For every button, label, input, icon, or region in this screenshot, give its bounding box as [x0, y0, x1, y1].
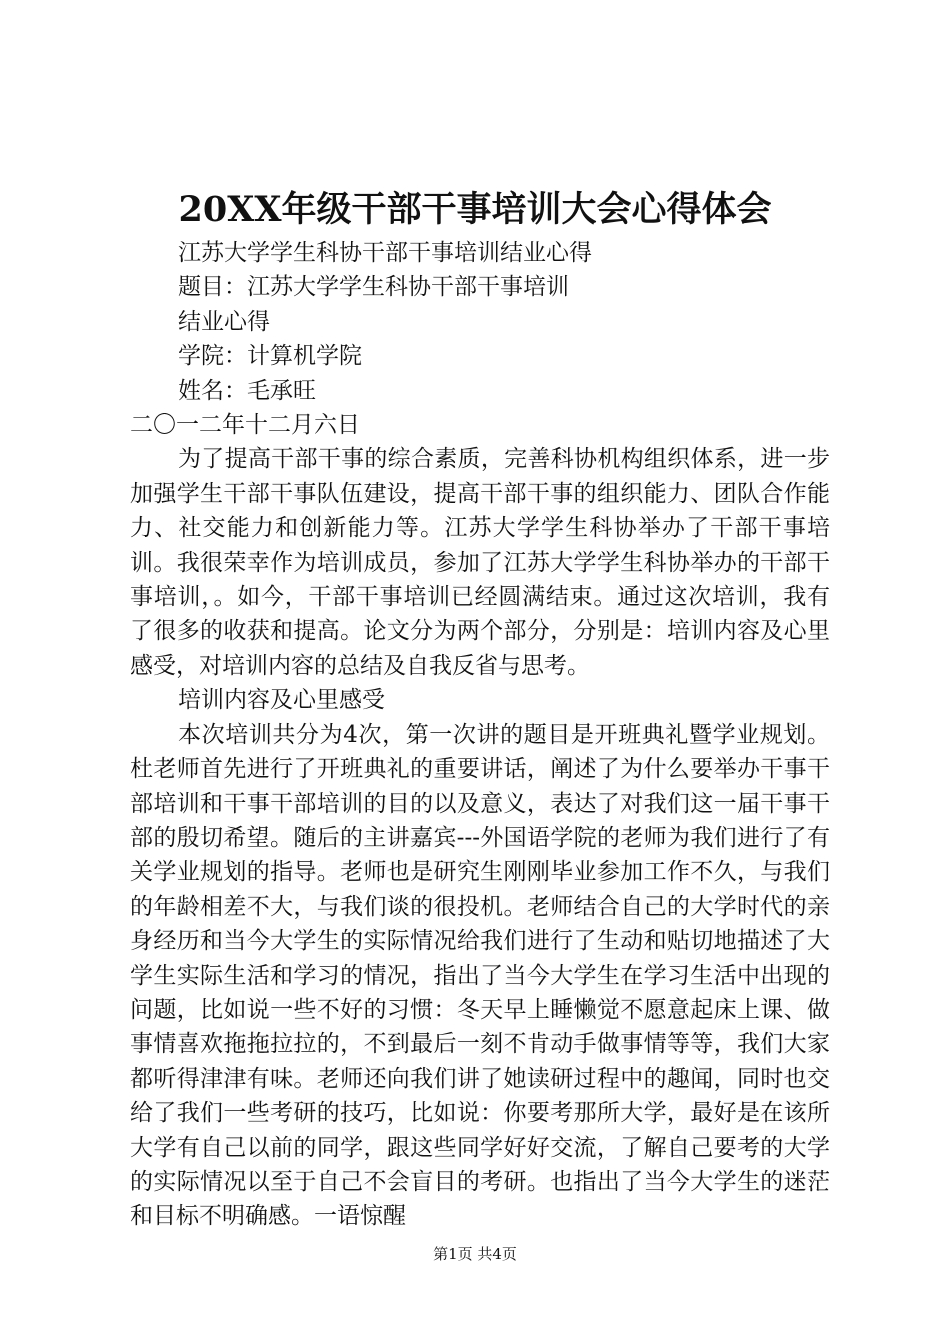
page-footer: 第1页 共4页 — [433, 1245, 517, 1263]
document-body — [130, 236, 830, 1234]
header-line-name: 姓名：毛承旺 — [178, 377, 316, 404]
paragraph-intro: 为了提高干部干事的综合素质，完善科协机构组织体系，进一步加强学生干部干事队伍建设，提高干部干事的组织能力、团队合作能力、社交能力和创新能力等。江苏大学学生科协举办了干部干事培训。我很荣幸作为培训成员，参加了江苏大学学生科协举办的干部干事培训，。如今，干部干事培训已经圆满结束。通过这次培训，我有了很多的收获和提高。论文分为两个部分，分别是：培训内容及心里感受，对培训内容的总结及自我反省与思考。 — [130, 446, 830, 679]
header-line-topic-cont: 结业心得 — [178, 308, 270, 335]
section-heading: 培训内容及心里感受 — [178, 687, 385, 714]
document-title: 20XX年级干部干事培训大会心得体会 — [178, 189, 772, 230]
header-line-college: 学院：计算机学院 — [178, 343, 362, 370]
date-line: 二〇一二年十二月六日 — [130, 412, 360, 439]
header-line-topic: 题目：江苏大学学生科协干部干事培训 — [178, 274, 569, 301]
paragraph-training: 本次培训共分为4次，第一次讲的题目是开班典礼暨学业规划。杜老师首先进行了开班典礼的重要讲话，阐述了为什么要举办干事干部培训和干事干部培训的目的以及意义，表达了对我们这一届干事干部的殷切希望。随后的主讲嘉宾---外国语学院的老师为我们进行了有关学业规划的指导。老师也是研究生刚刚毕业参加工作不久，与我们的年龄相差不大，与我们谈的很投机。老师结合自己的大学时代的亲身经历和当今大学生的实际情况给我们进行了生动和贴切地描述了大学生实际生活和学习的情况，指出了当今大学生在学习生活中出现的问题，比如说一些不好的习惯：冬天早上睡懒觉不愿意起床上课、做事情喜欢拖拖拉拉的，不到最后一刻不肯动手做事情等等，我们大家都听得津津有味。老师还向我们讲了她读研过程中的趣闻，同时也交给了我们一些考研的技巧，比如说：你要考那所大学，最好是在该所大学有自己以前的同学，跟这些同学好好交流，了解自己要考的大学的实际情况以至于自己不会盲目的考研。也指出了当今大学生的迷茫和目标不明确感。一语惊醒 — [130, 721, 830, 1230]
header-line-subtitle: 江苏大学学生科协干部干事培训结业心得 — [178, 240, 592, 266]
